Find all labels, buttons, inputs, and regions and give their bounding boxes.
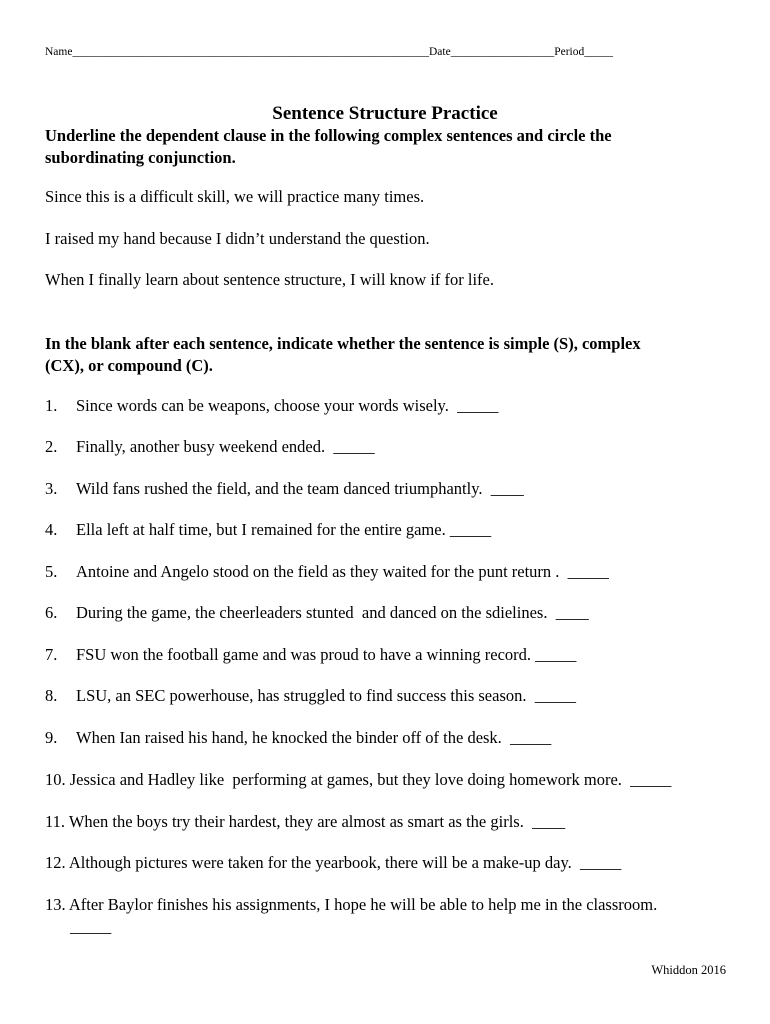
item-number: 5.: [45, 562, 58, 581]
part2-instructions: In the blank after each sentence, indicate whether the sentence is simple (S), complex (CX), or compound (C).: [45, 334, 641, 375]
item-text: Although pictures were taken for the yearbook, there will be a make-up day. _____: [68, 853, 622, 872]
item-text: Antoine and Angelo stood on the field as they waited for the punt return . _____: [76, 562, 609, 581]
item-text: When the boys try their hardest, they are almost as smart as the girls. ____: [68, 812, 566, 831]
item-number: 11.: [45, 812, 66, 831]
part1-sentence: I raised my hand because I didn’t understand the question.: [45, 229, 430, 248]
list-item: [45, 396, 498, 416]
date-label: Date: [428, 46, 451, 58]
period-blank: _____: [584, 46, 613, 58]
list-item: [45, 603, 589, 623]
item-number: 8.: [45, 686, 58, 705]
list-item: [45, 895, 657, 915]
part1-instructions: Underline the dependent clause in the following complex sentences and circle the subordinating conjunction.: [45, 126, 612, 167]
footer-credit: Whiddon 2016: [651, 963, 726, 977]
date-blank: __________________: [450, 46, 555, 58]
item-text: When Ian raised his hand, he knocked the binder off of the desk. _____: [76, 728, 552, 747]
list-item: [45, 562, 609, 582]
item-text: FSU won the football game and was proud to have a winning record. _____: [76, 645, 577, 664]
item-number: 12.: [45, 853, 66, 872]
item-number: 1.: [45, 396, 58, 415]
name-label: Name: [45, 46, 73, 58]
item-text: Ella left at half time, but I remained for the entire game. _____: [76, 520, 492, 539]
list-item: [45, 728, 551, 748]
page-title: Sentence Structure Practice: [272, 103, 498, 124]
item-text: During the game, the cheerleaders stunted and danced on the sdielines. ____: [76, 603, 589, 622]
item-text: Since words can be weapons, choose your words wisely. _____: [76, 396, 499, 415]
part1-sentence: When I finally learn about sentence structure, I will know if for life.: [45, 270, 495, 289]
list-item: [45, 686, 576, 706]
item-text: Jessica and Hadley like performing at games, but they love doing homework more. _____: [65, 770, 672, 789]
item-number: 9.: [45, 728, 58, 747]
list-item: [45, 812, 565, 832]
item-number: 3.: [45, 479, 58, 498]
item-text: Wild fans rushed the field, and the team danced triumphantly. ____: [76, 479, 524, 498]
item-number: 4.: [45, 520, 58, 539]
item-number: 2.: [45, 437, 58, 456]
item-text: Finally, another busy weekend ended. _____: [76, 437, 375, 456]
item-number: 10.: [45, 770, 66, 789]
item-text: After Baylor finishes his assignments, I hope he will be able to help me in the classroom.: [68, 895, 658, 914]
period-label: Period: [554, 46, 585, 58]
name-blank: ______________________________________________________________: [72, 46, 429, 58]
list-item: [45, 437, 375, 457]
list-item: [45, 853, 621, 873]
list-item: [45, 479, 524, 499]
item-number: 7.: [45, 645, 58, 664]
header-line: [45, 46, 613, 58]
item-number: 13.: [45, 895, 66, 914]
list-item: [45, 770, 671, 790]
list-item: [45, 520, 491, 540]
list-item: [45, 645, 576, 665]
item-text: LSU, an SEC powerhouse, has struggled to find success this season. _____: [76, 686, 576, 705]
item-answer-blank: _____: [70, 917, 112, 936]
part1-sentence: Since this is a difficult skill, we will practice many times.: [45, 187, 425, 206]
item-number: 6.: [45, 603, 58, 622]
